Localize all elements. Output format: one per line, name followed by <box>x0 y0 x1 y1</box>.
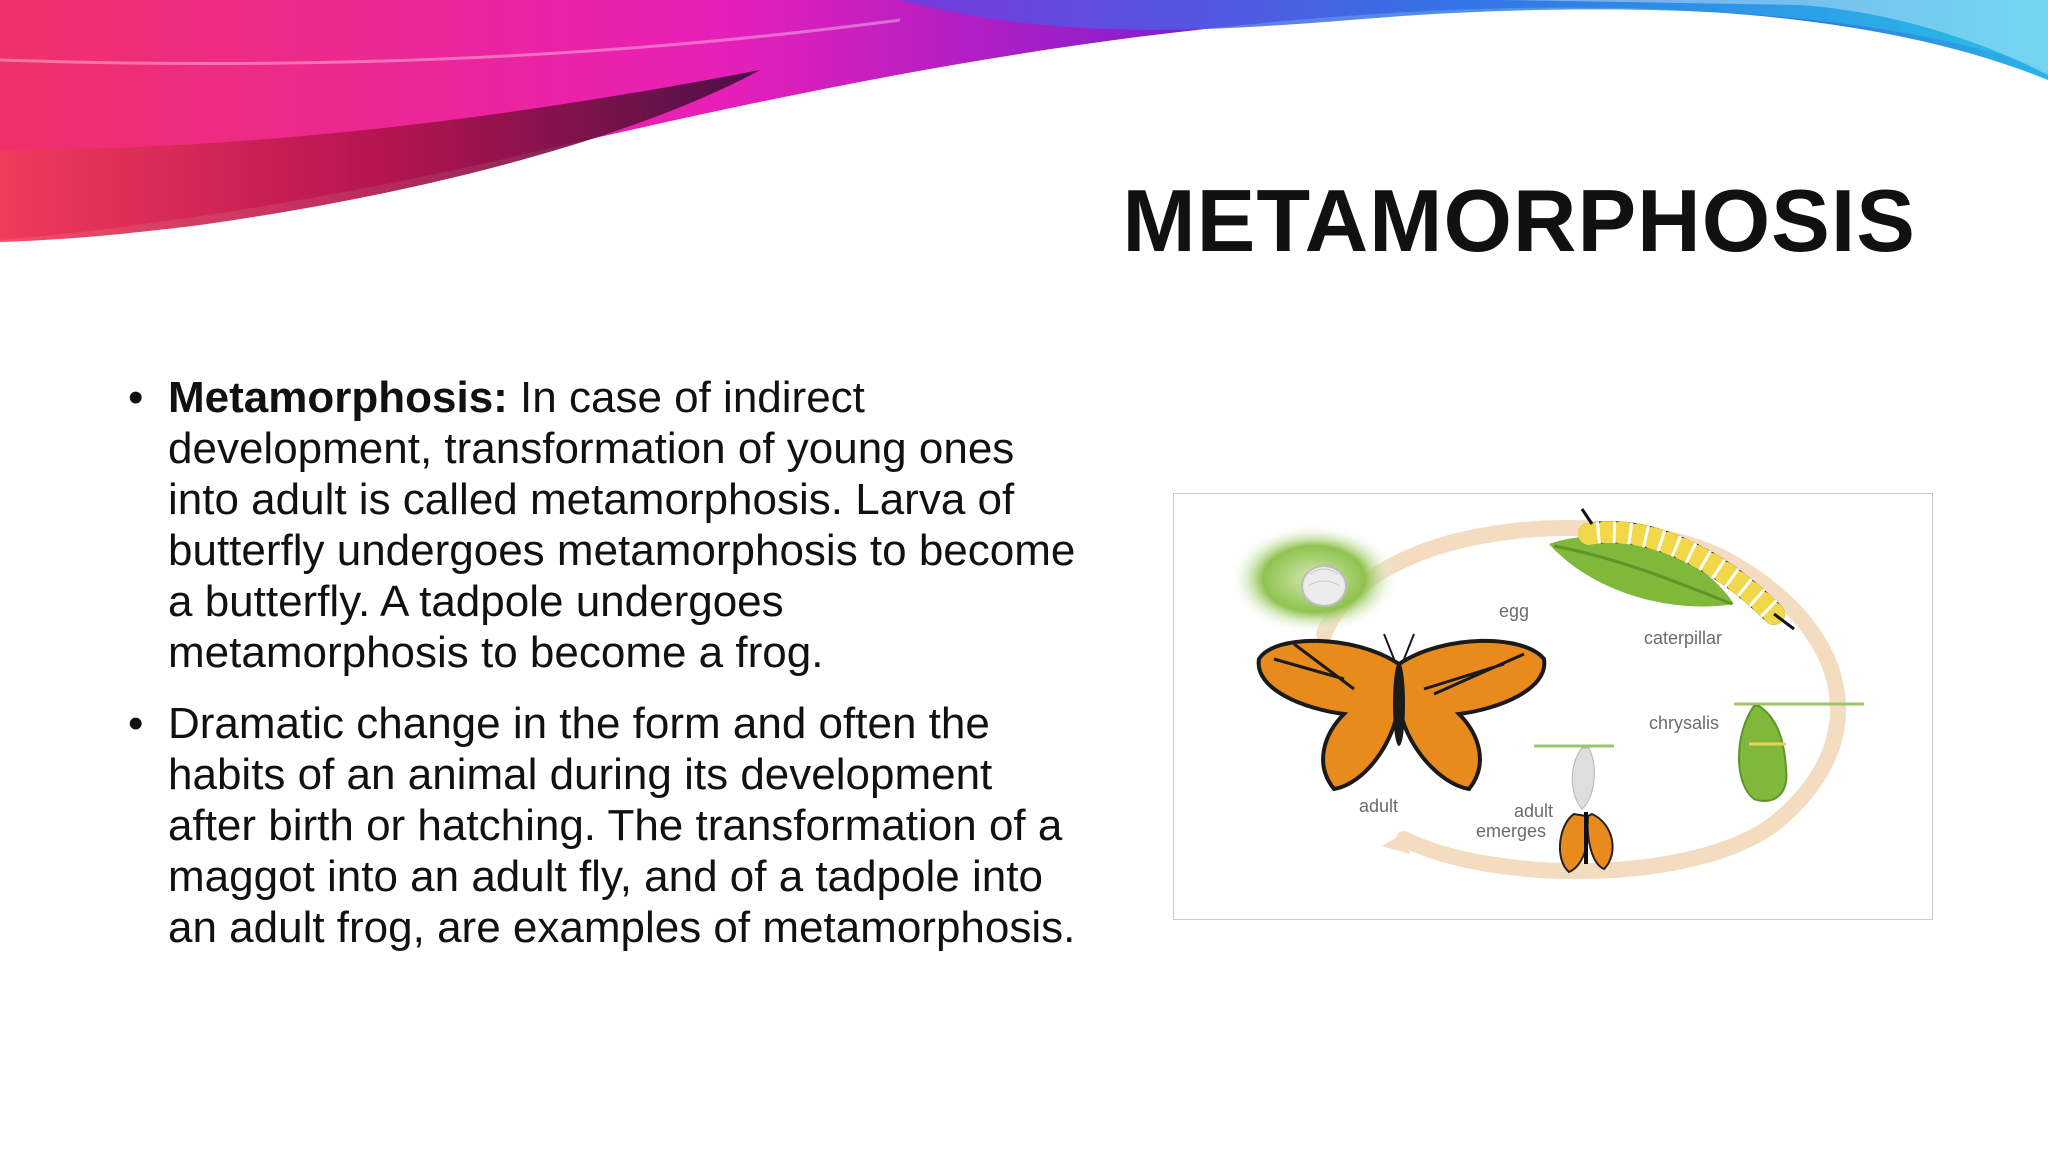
slide-title: METAMORPHOSIS <box>1122 171 1916 270</box>
bullet-marker: • <box>128 373 144 422</box>
bullet-text: Dramatic change in the form and often the habits of an animal during its development after birth or hatching. The transformation of a maggot into an adult fly, and of a tadpole into an adult frog, are examples of metamorphosis. <box>168 699 1076 952</box>
butterfly-icon <box>1259 634 1545 789</box>
adult-emerges-label-line2: emerges <box>1476 821 1547 841</box>
bullet-term: Metamorphosis: <box>168 373 508 422</box>
bullet-item <box>128 372 1088 678</box>
caterpillar-icon <box>1549 509 1794 629</box>
egg-icon <box>1229 524 1399 634</box>
bullet-item <box>128 698 1088 953</box>
egg-label: egg <box>1499 601 1530 621</box>
adult-emerges-label-line1: adult <box>1514 801 1554 821</box>
slide-body <box>128 372 1088 973</box>
chrysalis-label: chrysalis <box>1649 713 1720 733</box>
life-cycle-figure <box>1173 493 1933 920</box>
caterpillar-label: caterpillar <box>1644 628 1723 648</box>
bullet-marker: • <box>128 699 144 748</box>
adult-label: adult <box>1359 796 1399 816</box>
bullet-text: In case of indirect development, transformation of young ones into adult is called metamorphosis. Larva of butterfly undergoes metamorphosis to become a butterfly. A tadpole undergoes metamorphosis to become a frog. <box>168 373 1076 677</box>
